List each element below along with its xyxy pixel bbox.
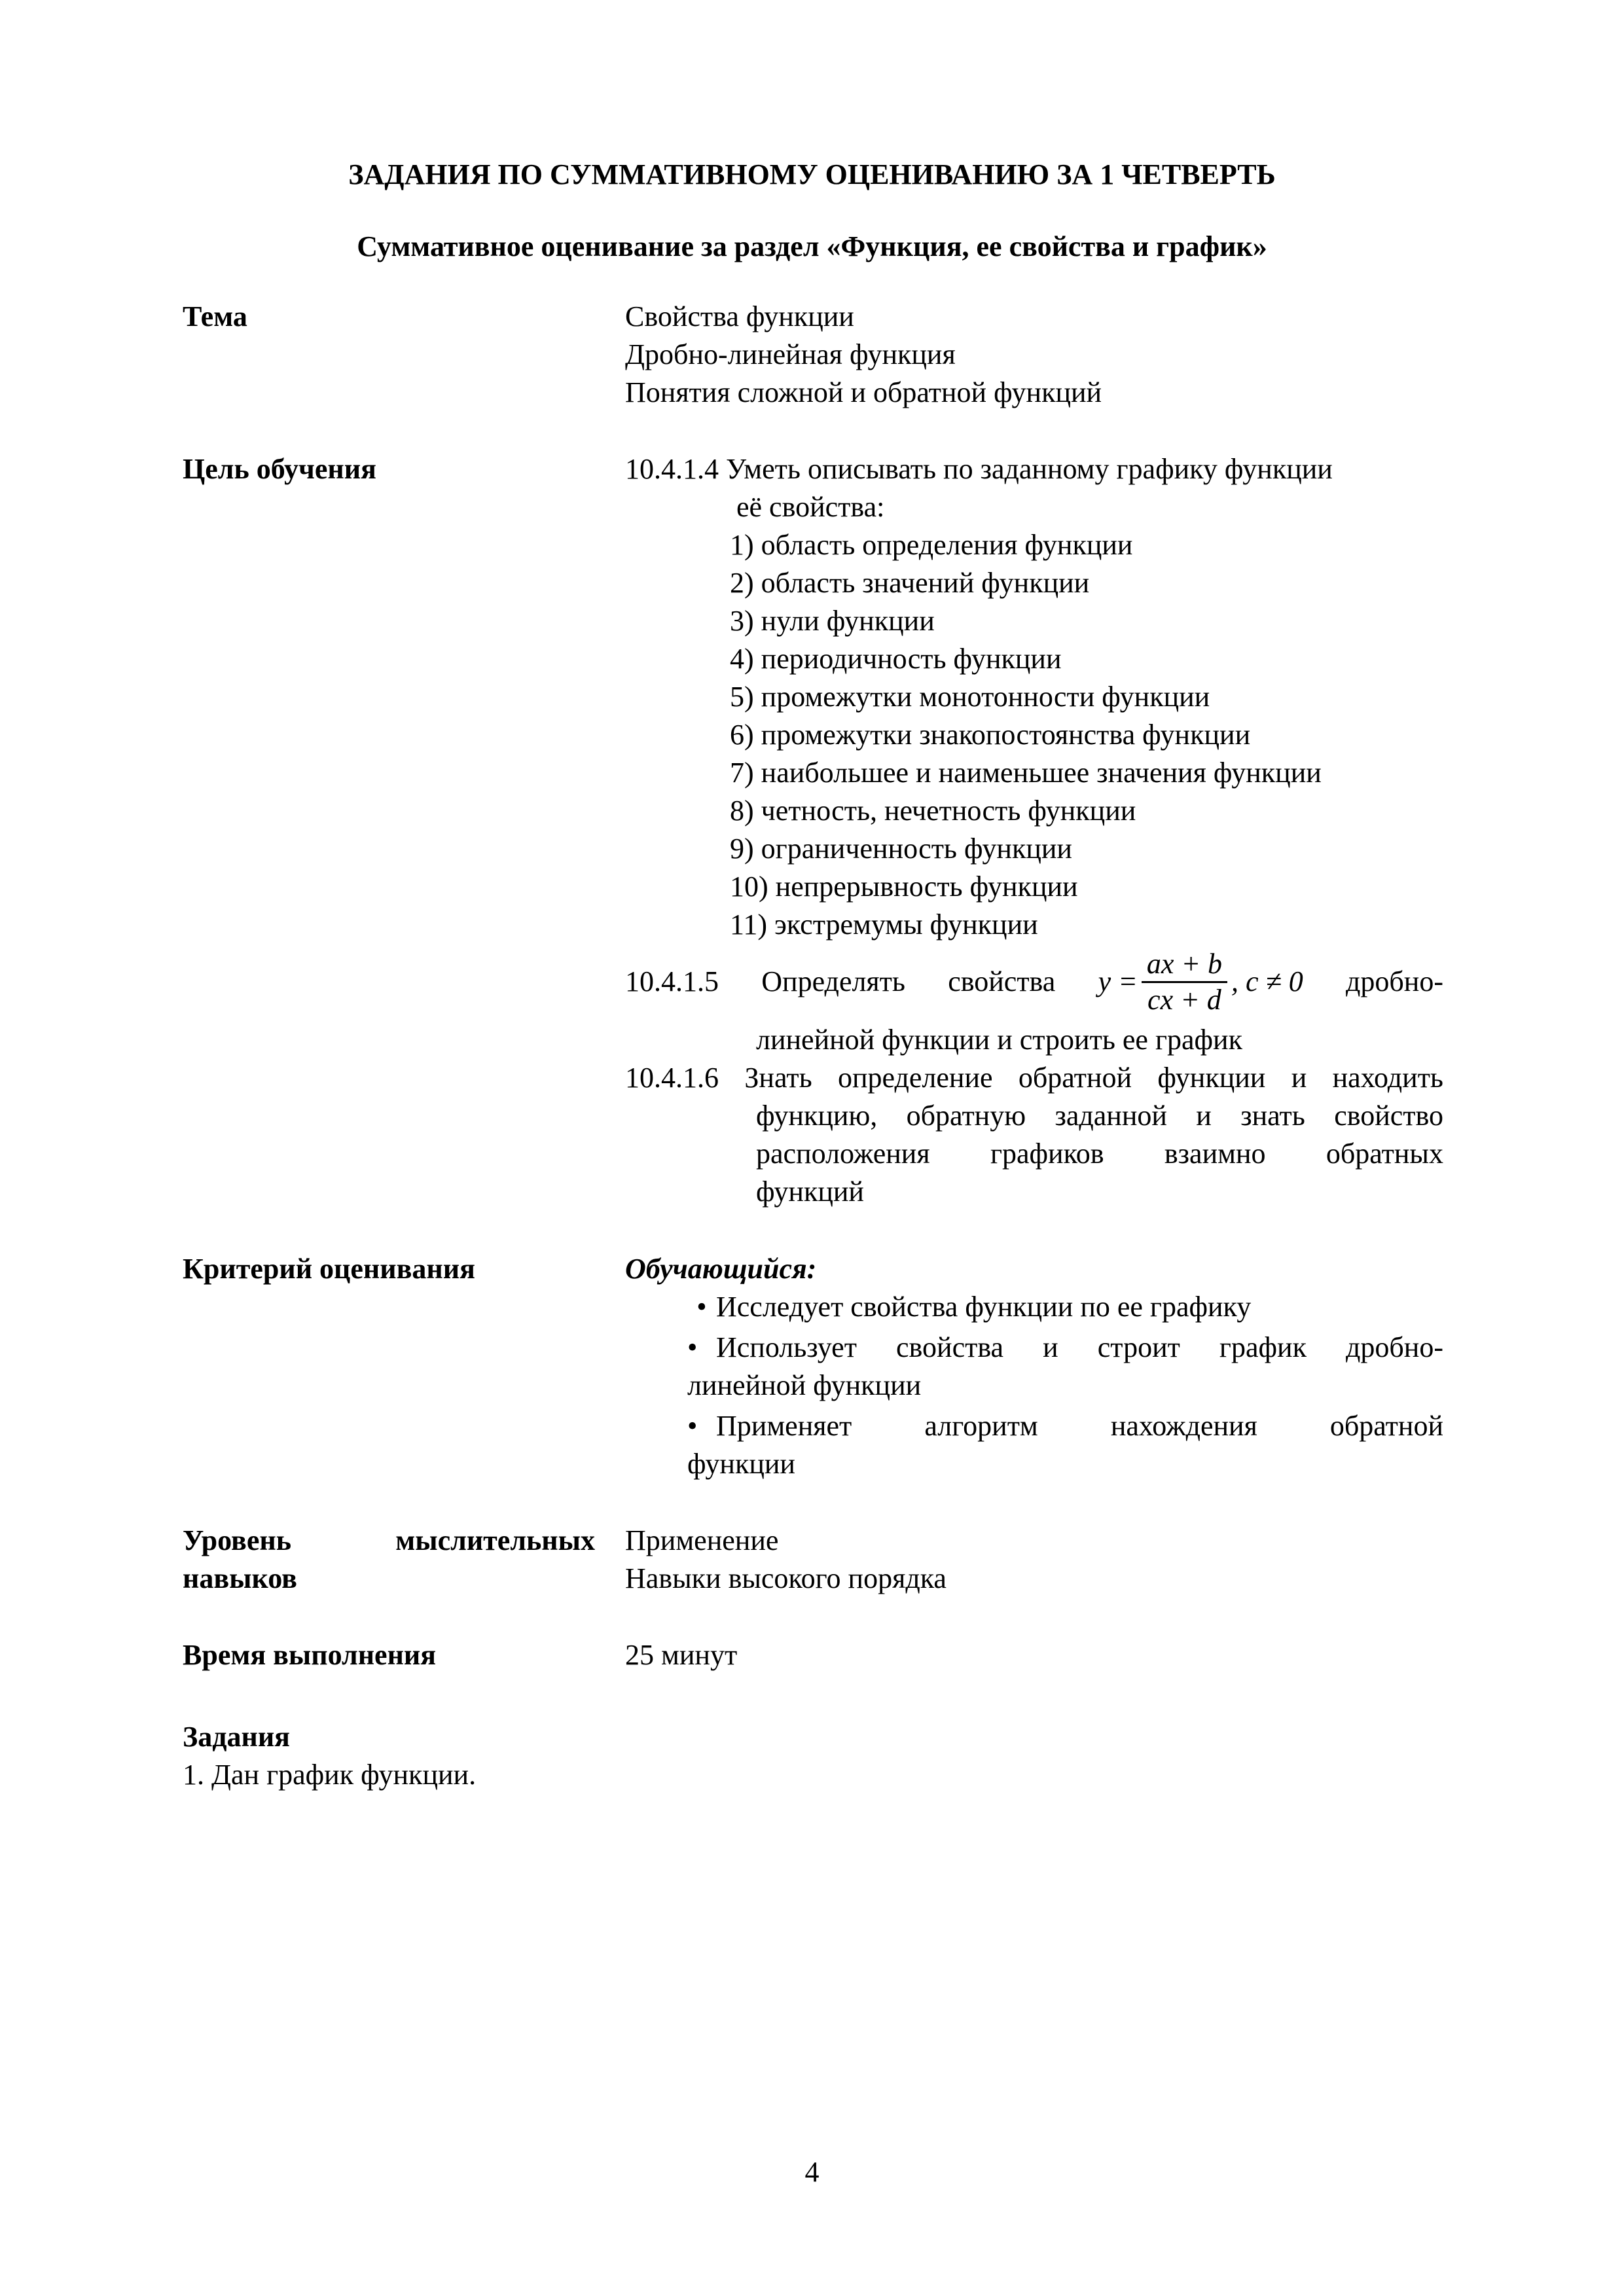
criteria-bullet-2 bbox=[687, 1329, 1443, 1367]
section-subtitle: Суммативное оценивание за раздел «Функция, ее свойства и график» bbox=[357, 230, 1267, 262]
prop-item: 11) экстремумы функции bbox=[730, 908, 1038, 941]
level-label bbox=[183, 1522, 595, 1598]
goal-1 bbox=[625, 450, 1443, 526]
prop-item: 1) область определения функции bbox=[730, 529, 1133, 561]
goal-3-line: расположения графиков взаимно обратных bbox=[756, 1138, 1443, 1170]
prop-item: 10) непрерывность функции bbox=[730, 870, 1078, 903]
time-label: Время выполнения bbox=[183, 1639, 437, 1671]
tema-values bbox=[625, 298, 1102, 412]
tema-item: Понятия сложной и обратной функций bbox=[625, 376, 1102, 408]
page-title: ЗАДАНИЯ ПО СУММАТИВНОМУ ОЦЕНИВАНИЮ ЗА 1 ЧЕТВЕРТЬ bbox=[348, 158, 1276, 190]
formula-numerator: ax + b bbox=[1142, 947, 1227, 983]
tema-label: Тема bbox=[183, 300, 247, 332]
level-value: Применение bbox=[625, 1524, 779, 1556]
goal-1-line: её свойства: bbox=[736, 491, 885, 523]
goal-2-verb: Определять bbox=[761, 965, 905, 997]
criteria-bullet-3 bbox=[687, 1407, 1443, 1445]
prop-item: 8) четность, нечетность функции bbox=[730, 795, 1136, 827]
goal-2-tail: дробно- bbox=[1346, 965, 1443, 997]
goal-1-props bbox=[730, 526, 1322, 944]
formula-condition: , c ≠ 0 bbox=[1231, 965, 1303, 997]
criteria-bullet-1 bbox=[687, 1288, 1251, 1326]
prop-item: 9) ограниченность функции bbox=[730, 833, 1072, 865]
criteria-bullet-line bbox=[687, 1329, 1443, 1367]
prop-item: 3) нули функции bbox=[730, 605, 935, 637]
tema-item: Дробно-линейная функция bbox=[625, 338, 956, 370]
criteria-lead: Обучающийся: bbox=[625, 1253, 817, 1285]
goal-2-word: свойства bbox=[948, 965, 1056, 997]
goal-2-line2: линейной функции и строить ее график bbox=[756, 1024, 1242, 1056]
bullet-icon: • bbox=[687, 1410, 698, 1442]
prop-item: 4) периодичность функции bbox=[730, 643, 1062, 675]
goal-3-line: функций bbox=[756, 1175, 864, 1208]
prop-item: 6) промежутки знакопостоянства функции bbox=[730, 719, 1251, 751]
goal-1-line: 10.4.1.4 Уметь описывать по заданному графику функции bbox=[625, 453, 1333, 485]
formula-denominator: cx + d bbox=[1147, 983, 1221, 1016]
level-label-line: Уровень мыслительных bbox=[183, 1524, 595, 1556]
level-values bbox=[625, 1522, 947, 1598]
time-value: 25 минут bbox=[625, 1639, 738, 1671]
goal-3-line: функцию, обратную заданной и знать свойство bbox=[756, 1100, 1443, 1132]
page-number: 4 bbox=[804, 2156, 820, 2188]
tasks-heading: Задания bbox=[183, 1721, 290, 1753]
goal-3-line: 10.4.1.6 Знать определение обратной функции и находить bbox=[625, 1062, 1443, 1094]
goal-3-cont bbox=[756, 1097, 1443, 1211]
prop-item: 5) промежутки монотонности функции bbox=[730, 681, 1210, 713]
goal-3 bbox=[625, 1059, 1443, 1097]
level-value: Навыки высокого порядка bbox=[625, 1562, 947, 1594]
formula bbox=[1098, 947, 1303, 1017]
prop-item: 2) область значений функции bbox=[730, 567, 1090, 599]
criteria-label: Критерий оценивания bbox=[183, 1253, 475, 1285]
formula-fraction bbox=[1142, 947, 1227, 1017]
goal-2 bbox=[625, 942, 1443, 1021]
goal-label: Цель обучения bbox=[183, 453, 376, 485]
level-label-line: навыков bbox=[183, 1562, 297, 1594]
tema-item: Свойства функции bbox=[625, 300, 854, 332]
criteria-bullet-text: Исследует свойства функции по ее графику bbox=[716, 1291, 1252, 1323]
criteria-bullet-text: Применяет алгоритм нахождения обратной bbox=[716, 1410, 1443, 1442]
formula-y: y = bbox=[1098, 965, 1138, 997]
goal-2-code: 10.4.1.5 bbox=[625, 965, 719, 997]
prop-item: 7) наибольшее и наименьшее значения функции bbox=[730, 757, 1322, 789]
task-1: 1. Дан график функции. bbox=[183, 1759, 477, 1791]
bullet-icon: • bbox=[696, 1291, 707, 1323]
criteria-bullet-text: Использует свойства и строит график дробно- bbox=[716, 1331, 1443, 1363]
criteria-bullet-2-cont: линейной функции bbox=[687, 1369, 922, 1401]
criteria-bullet-3-cont: функции bbox=[687, 1448, 795, 1480]
bullet-icon: • bbox=[687, 1331, 698, 1363]
criteria-bullet-line bbox=[687, 1407, 1443, 1445]
